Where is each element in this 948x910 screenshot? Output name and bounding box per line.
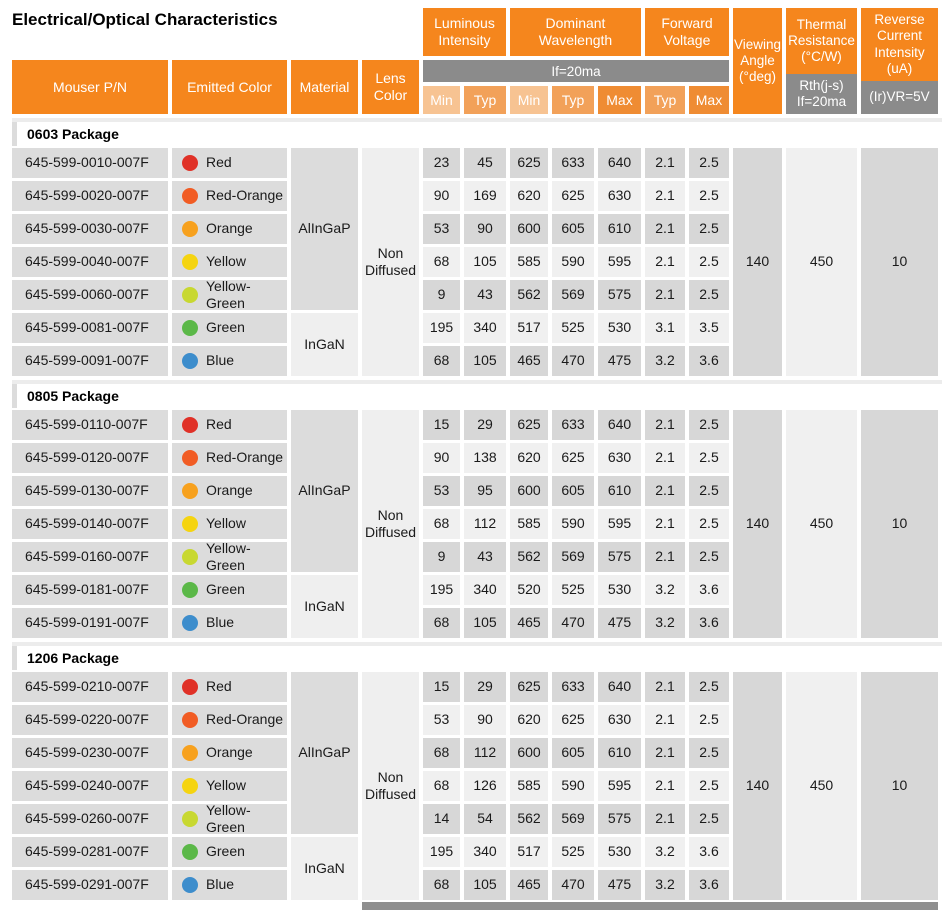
value-cell: 2.1 — [645, 410, 685, 440]
package-table — [12, 672, 942, 900]
col-group-forward-voltage: Forward Voltage — [645, 8, 729, 56]
emitted-color-cell — [172, 410, 287, 440]
value-cell: 2.5 — [689, 247, 729, 277]
value-cell: 2.1 — [645, 804, 685, 834]
value-cell: 590 — [552, 247, 594, 277]
color-dot — [182, 844, 198, 860]
subcol-fv-max: Max — [689, 86, 729, 114]
value-cell: 2.1 — [645, 509, 685, 539]
color-dot — [182, 778, 198, 794]
color-dot — [182, 287, 198, 303]
emitted-color-label: Red-Orange — [206, 711, 284, 728]
pn-cell: 645-599-0220-007F — [12, 705, 168, 735]
emitted-color-label: Yellow-Green — [206, 801, 251, 835]
value-cell: 470 — [552, 346, 594, 376]
value-cell: 126 — [464, 771, 506, 801]
emitted-color-label: Red — [206, 678, 232, 695]
package-band — [12, 380, 942, 408]
value-cell: 2.5 — [689, 509, 729, 539]
value-cell: 475 — [598, 346, 641, 376]
emitted-color-cell — [172, 247, 287, 277]
value-cell: 475 — [598, 870, 641, 900]
value-cell: 640 — [598, 672, 641, 702]
value-cell: 68 — [423, 738, 460, 768]
value-cell: 3.6 — [689, 346, 729, 376]
value-cell: 340 — [464, 837, 506, 867]
material-cell: InGaN — [291, 313, 358, 376]
value-cell: 2.5 — [689, 738, 729, 768]
viewing-angle-cell: 140 — [733, 410, 782, 638]
value-cell: 525 — [552, 313, 594, 343]
value-cell: 517 — [510, 313, 548, 343]
material-cell: AlInGaP — [291, 410, 358, 572]
emitted-color-cell — [172, 771, 287, 801]
value-cell: 105 — [464, 346, 506, 376]
pn-cell: 645-599-0240-007F — [12, 771, 168, 801]
value-cell: 138 — [464, 443, 506, 473]
emitted-color-label: Red-Orange — [206, 449, 284, 466]
package-title: 1206 Package — [27, 650, 119, 666]
value-cell: 470 — [552, 608, 594, 638]
value-cell: 595 — [598, 509, 641, 539]
package-table — [12, 148, 942, 376]
pn-cell: 645-599-0281-007F — [12, 837, 168, 867]
value-cell: 2.5 — [689, 476, 729, 506]
package-band-strip — [12, 122, 17, 146]
value-cell: 630 — [598, 181, 641, 211]
value-cell: 475 — [598, 608, 641, 638]
value-cell: 29 — [464, 410, 506, 440]
pn-cell: 645-599-0140-007F — [12, 509, 168, 539]
value-cell: 340 — [464, 313, 506, 343]
subcol-dw-min: Min — [510, 86, 548, 114]
package-title: 0805 Package — [27, 388, 119, 404]
value-cell: 9 — [423, 280, 460, 310]
value-cell: 169 — [464, 181, 506, 211]
value-cell: 2.1 — [645, 148, 685, 178]
pn-cell: 645-599-0030-007F — [12, 214, 168, 244]
color-dot — [182, 221, 198, 237]
material-cell: AlInGaP — [291, 672, 358, 834]
color-dot — [182, 745, 198, 761]
value-cell: 465 — [510, 870, 548, 900]
emitted-color-label: Green — [206, 319, 245, 336]
emitted-color-label: Blue — [206, 614, 235, 631]
value-cell: 3.2 — [645, 608, 685, 638]
value-cell: 2.1 — [645, 214, 685, 244]
value-cell: 470 — [552, 870, 594, 900]
page-title: Electrical/Optical Characteristics — [12, 10, 278, 29]
value-cell: 585 — [510, 247, 548, 277]
emitted-color-label: Orange — [206, 744, 253, 761]
pn-cell: 645-599-0291-007F — [12, 870, 168, 900]
subcol-li-min: Min — [423, 86, 460, 114]
value-cell: 2.5 — [689, 148, 729, 178]
color-dot — [182, 155, 198, 171]
subcol-dw-max: Max — [598, 86, 641, 114]
value-cell: 625 — [510, 410, 548, 440]
value-cell: 2.5 — [689, 542, 729, 572]
value-cell: 590 — [552, 509, 594, 539]
package-title: 0603 Package — [27, 126, 119, 142]
color-dot — [182, 679, 198, 695]
value-cell: 112 — [464, 509, 506, 539]
value-cell: 53 — [423, 476, 460, 506]
thermal-resistance-cell: 450 — [786, 148, 857, 376]
value-cell: 585 — [510, 509, 548, 539]
value-cell: 2.1 — [645, 476, 685, 506]
pn-cell: 645-599-0110-007F — [12, 410, 168, 440]
value-cell: 2.1 — [645, 247, 685, 277]
value-cell: 2.1 — [645, 705, 685, 735]
thermal-resistance-cell: 450 — [786, 410, 857, 638]
value-cell: 15 — [423, 672, 460, 702]
value-cell: 105 — [464, 608, 506, 638]
lens-cell: Non Diffused — [362, 148, 419, 376]
value-cell: 3.2 — [645, 837, 685, 867]
value-cell: 68 — [423, 247, 460, 277]
value-cell: 530 — [598, 313, 641, 343]
color-dot — [182, 188, 198, 204]
pn-cell: 645-599-0191-007F — [12, 608, 168, 638]
value-cell: 112 — [464, 738, 506, 768]
value-cell: 90 — [423, 443, 460, 473]
emitted-color-label: Green — [206, 581, 245, 598]
value-cell: 605 — [552, 214, 594, 244]
value-cell: 625 — [552, 443, 594, 473]
color-dot — [182, 582, 198, 598]
emitted-color-label: Yellow — [206, 515, 246, 532]
value-cell: 2.5 — [689, 672, 729, 702]
value-cell: 585 — [510, 771, 548, 801]
package-band-strip — [12, 384, 17, 408]
value-cell: 105 — [464, 870, 506, 900]
value-cell: 562 — [510, 804, 548, 834]
pn-cell: 645-599-0160-007F — [12, 542, 168, 572]
emitted-color-cell — [172, 672, 287, 702]
color-dot — [182, 877, 198, 893]
value-cell: 630 — [598, 705, 641, 735]
viewing-angle-cell: 140 — [733, 672, 782, 900]
value-cell: 633 — [552, 672, 594, 702]
pn-cell: 645-599-0260-007F — [12, 804, 168, 834]
value-cell: 68 — [423, 346, 460, 376]
emitted-color-cell — [172, 476, 287, 506]
col-header-thermal-resistance — [786, 8, 857, 114]
value-cell: 2.1 — [645, 542, 685, 572]
col-group-dominant-wavelength: Dominant Wavelength — [510, 8, 641, 56]
value-cell: 633 — [552, 410, 594, 440]
value-cell: 2.5 — [689, 181, 729, 211]
value-cell: 625 — [552, 705, 594, 735]
value-cell: 43 — [464, 542, 506, 572]
value-cell: 2.5 — [689, 804, 729, 834]
pn-cell: 645-599-0230-007F — [12, 738, 168, 768]
value-cell: 2.1 — [645, 771, 685, 801]
value-cell: 53 — [423, 705, 460, 735]
value-cell: 625 — [552, 181, 594, 211]
value-cell: 590 — [552, 771, 594, 801]
value-cell: 3.6 — [689, 575, 729, 605]
reverse-current-condition: (Ir)VR=5V — [861, 81, 938, 114]
value-cell: 95 — [464, 476, 506, 506]
value-cell: 90 — [464, 214, 506, 244]
value-cell: 15 — [423, 410, 460, 440]
value-cell: 2.1 — [645, 672, 685, 702]
emitted-color-cell — [172, 870, 287, 900]
value-cell: 600 — [510, 738, 548, 768]
value-cell: 2.1 — [645, 181, 685, 211]
value-cell: 610 — [598, 476, 641, 506]
value-cell: 633 — [552, 148, 594, 178]
value-cell: 562 — [510, 542, 548, 572]
emitted-color-label: Yellow-Green — [206, 277, 251, 311]
color-dot — [182, 712, 198, 728]
value-cell: 68 — [423, 870, 460, 900]
condition-band: If=20ma — [423, 60, 729, 82]
col-header-viewing-angle: Viewing Angle (°deg) — [733, 8, 782, 114]
col-header-reverse-current — [861, 8, 938, 114]
lens-cell: Non Diffused — [362, 410, 419, 638]
emitted-color-label: Red — [206, 416, 232, 433]
thermal-resistance-condition: Rth(j-s) If=20ma — [786, 74, 857, 114]
value-cell: 2.5 — [689, 443, 729, 473]
value-cell: 68 — [423, 771, 460, 801]
value-cell: 605 — [552, 476, 594, 506]
value-cell: 3.5 — [689, 313, 729, 343]
package-table — [12, 410, 942, 638]
value-cell: 520 — [510, 575, 548, 605]
value-cell: 54 — [464, 804, 506, 834]
pn-cell: 645-599-0010-007F — [12, 148, 168, 178]
color-dot — [182, 516, 198, 532]
value-cell: 3.2 — [645, 346, 685, 376]
value-cell: 2.1 — [645, 738, 685, 768]
emitted-color-label: Yellow-Green — [206, 539, 251, 573]
color-dot — [182, 483, 198, 499]
value-cell: 29 — [464, 672, 506, 702]
value-cell: 525 — [552, 837, 594, 867]
package-band — [12, 642, 942, 670]
pn-cell: 645-599-0091-007F — [12, 346, 168, 376]
value-cell: 3.1 — [645, 313, 685, 343]
pn-cell: 645-599-0020-007F — [12, 181, 168, 211]
subcol-dw-typ: Typ — [552, 86, 594, 114]
value-cell: 340 — [464, 575, 506, 605]
value-cell: 3.2 — [645, 870, 685, 900]
reverse-current-cell: 10 — [861, 672, 938, 900]
value-cell: 90 — [423, 181, 460, 211]
emitted-color-cell — [172, 801, 287, 835]
pn-cell: 645-599-0181-007F — [12, 575, 168, 605]
emitted-color-cell — [172, 181, 287, 211]
value-cell: 600 — [510, 214, 548, 244]
emitted-color-label: Green — [206, 843, 245, 860]
color-dot — [182, 353, 198, 369]
value-cell: 625 — [510, 148, 548, 178]
value-cell: 2.5 — [689, 214, 729, 244]
reverse-current-cell: 10 — [861, 148, 938, 376]
color-dot — [182, 450, 198, 466]
emitted-color-cell — [172, 214, 287, 244]
color-dot — [182, 417, 198, 433]
value-cell: 575 — [598, 804, 641, 834]
table-footer-bar — [362, 902, 938, 910]
col-header-material: Material — [291, 60, 358, 114]
value-cell: 640 — [598, 148, 641, 178]
value-cell: 2.5 — [689, 280, 729, 310]
emitted-color-cell — [172, 313, 287, 343]
color-dot — [182, 254, 198, 270]
value-cell: 595 — [598, 771, 641, 801]
value-cell: 530 — [598, 575, 641, 605]
emitted-color-cell — [172, 608, 287, 638]
col-header-mouser-pn: Mouser P/N — [12, 60, 168, 114]
value-cell: 620 — [510, 181, 548, 211]
reverse-current-cell: 10 — [861, 410, 938, 638]
emitted-color-cell — [172, 837, 287, 867]
table-header — [12, 8, 942, 114]
value-cell: 625 — [510, 672, 548, 702]
pn-cell: 645-599-0210-007F — [12, 672, 168, 702]
value-cell: 68 — [423, 608, 460, 638]
material-cell: InGaN — [291, 575, 358, 638]
value-cell: 3.6 — [689, 870, 729, 900]
value-cell: 195 — [423, 575, 460, 605]
emitted-color-cell — [172, 277, 287, 311]
emitted-color-label: Orange — [206, 220, 253, 237]
value-cell: 9 — [423, 542, 460, 572]
value-cell: 43 — [464, 280, 506, 310]
value-cell: 68 — [423, 509, 460, 539]
pn-cell: 645-599-0060-007F — [12, 280, 168, 310]
pn-cell: 645-599-0130-007F — [12, 476, 168, 506]
value-cell: 23 — [423, 148, 460, 178]
emitted-color-label: Blue — [206, 352, 235, 369]
thermal-resistance-label: Thermal Resistance (°C/W) — [786, 8, 857, 74]
value-cell: 605 — [552, 738, 594, 768]
value-cell: 2.5 — [689, 410, 729, 440]
emitted-color-cell — [172, 738, 287, 768]
value-cell: 90 — [464, 705, 506, 735]
value-cell: 530 — [598, 837, 641, 867]
value-cell: 195 — [423, 837, 460, 867]
value-cell: 45 — [464, 148, 506, 178]
col-group-luminous-intensity: Luminous Intensity — [423, 8, 506, 56]
value-cell: 3.6 — [689, 608, 729, 638]
value-cell: 630 — [598, 443, 641, 473]
value-cell: 14 — [423, 804, 460, 834]
value-cell: 3.6 — [689, 837, 729, 867]
value-cell: 53 — [423, 214, 460, 244]
thermal-resistance-cell: 450 — [786, 672, 857, 900]
viewing-angle-cell: 140 — [733, 148, 782, 376]
emitted-color-cell — [172, 346, 287, 376]
emitted-color-label: Yellow — [206, 777, 246, 794]
subcol-li-typ: Typ — [464, 86, 506, 114]
value-cell: 465 — [510, 608, 548, 638]
color-dot — [182, 320, 198, 336]
emitted-color-cell — [172, 509, 287, 539]
value-cell: 465 — [510, 346, 548, 376]
emitted-color-cell — [172, 148, 287, 178]
value-cell: 620 — [510, 705, 548, 735]
emitted-color-label: Red-Orange — [206, 187, 284, 204]
emitted-color-label: Yellow — [206, 253, 246, 270]
value-cell: 2.1 — [645, 443, 685, 473]
value-cell: 575 — [598, 280, 641, 310]
value-cell: 569 — [552, 280, 594, 310]
value-cell: 525 — [552, 575, 594, 605]
value-cell: 595 — [598, 247, 641, 277]
package-band-strip — [12, 646, 17, 670]
subcol-fv-typ: Typ — [645, 86, 685, 114]
emitted-color-label: Blue — [206, 876, 235, 893]
value-cell: 2.5 — [689, 771, 729, 801]
value-cell: 517 — [510, 837, 548, 867]
col-header-emitted-color: Emitted Color — [172, 60, 287, 114]
value-cell: 610 — [598, 738, 641, 768]
emitted-color-cell — [172, 705, 287, 735]
color-dot — [182, 549, 198, 565]
color-dot — [182, 811, 198, 827]
pn-cell: 645-599-0040-007F — [12, 247, 168, 277]
material-cell: InGaN — [291, 837, 358, 900]
pn-cell: 645-599-0081-007F — [12, 313, 168, 343]
value-cell: 2.1 — [645, 280, 685, 310]
emitted-color-label: Red — [206, 154, 232, 171]
value-cell: 195 — [423, 313, 460, 343]
reverse-current-label: Reverse Current Intensity (uA) — [861, 8, 938, 81]
value-cell: 3.2 — [645, 575, 685, 605]
package-sections — [12, 118, 942, 900]
value-cell: 569 — [552, 804, 594, 834]
pn-cell: 645-599-0120-007F — [12, 443, 168, 473]
value-cell: 610 — [598, 214, 641, 244]
emitted-color-cell — [172, 575, 287, 605]
value-cell: 620 — [510, 443, 548, 473]
value-cell: 2.5 — [689, 705, 729, 735]
value-cell: 640 — [598, 410, 641, 440]
emitted-color-cell — [172, 539, 287, 573]
package-band — [12, 118, 942, 146]
value-cell: 562 — [510, 280, 548, 310]
color-dot — [182, 615, 198, 631]
material-cell: AlInGaP — [291, 148, 358, 310]
emitted-color-label: Orange — [206, 482, 253, 499]
value-cell: 575 — [598, 542, 641, 572]
lens-cell: Non Diffused — [362, 672, 419, 900]
value-cell: 569 — [552, 542, 594, 572]
emitted-color-cell — [172, 443, 287, 473]
value-cell: 105 — [464, 247, 506, 277]
col-header-lens-color: Lens Color — [362, 60, 419, 114]
value-cell: 600 — [510, 476, 548, 506]
